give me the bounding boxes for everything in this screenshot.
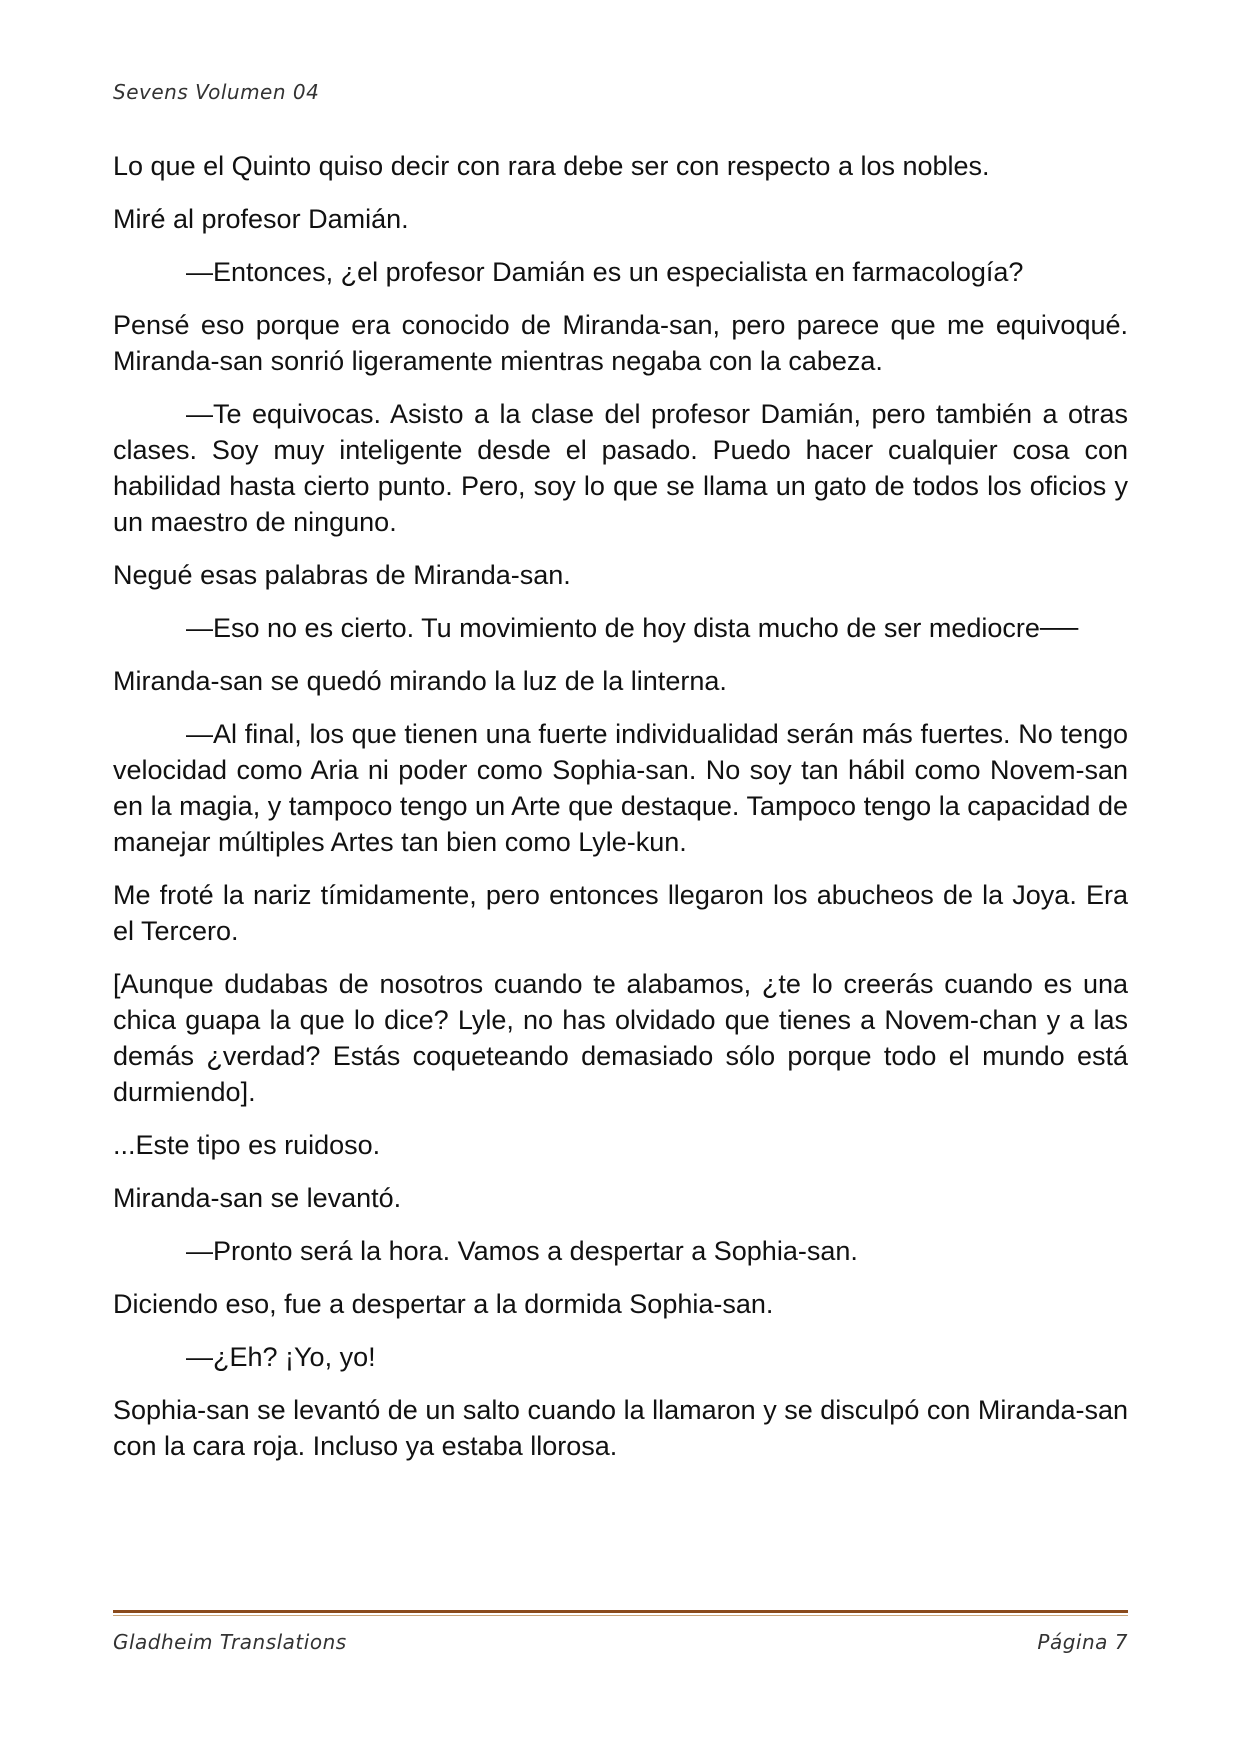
paragraph: Diciendo eso, fue a despertar a la dormida Sophia-san. bbox=[113, 1289, 774, 1319]
paragraph: Lo que el Quinto quiso decir con rara debe ser con respecto a los nobles. bbox=[113, 151, 990, 181]
paragraph: Negué esas palabras de Miranda-san. bbox=[113, 560, 571, 590]
running-header: Sevens Volumen 04 bbox=[113, 80, 320, 104]
page-number: Página 7 bbox=[1037, 1630, 1128, 1654]
paragraph: [Aunque dudabas de nosotros cuando te alabamos, ¿te lo creerás cuando es una chica guapa la que lo dice? Lyle, no has olvidado que tienes a Novem-chan y a las demás ¿verdad? Estás coqueteando demasiado sólo porque todo el mundo está durmiendo]. bbox=[113, 969, 1128, 1107]
dialogue-paragraph: —Pronto será la hora. Vamos a despertar a Sophia-san. bbox=[186, 1236, 858, 1266]
dialogue-paragraph: —Te equivocas. Asisto a la clase del profesor Damián, pero también a otras clases. Soy muy inteligente desde el pasado. Puedo hacer cualquier cosa con habilidad hasta cierto punto. Pero, soy lo que se llama un gato de todos los oficios y un maestro de ninguno. bbox=[113, 399, 1128, 537]
dialogue-paragraph: —Entonces, ¿el profesor Damián es un especialista en farmacología? bbox=[186, 257, 1024, 287]
paragraph: Pensé eso porque era conocido de Miranda-san, pero parece que me equivoqué. Miranda-san sonrió ligeramente mientras negaba con la cabeza. bbox=[113, 310, 1128, 376]
dialogue-paragraph: —Al final, los que tienen una fuerte individualidad serán más fuertes. No tengo velocidad como Aria ni poder como Sophia-san. No soy tan hábil como Novem-san en la magia, y tampoco tengo un Arte que destaque. Tampoco tengo la capacidad de manejar múltiples Artes tan bien como Lyle-kun. bbox=[113, 719, 1128, 857]
footer-divider bbox=[113, 1610, 1128, 1616]
body-text bbox=[113, 148, 1128, 1481]
paragraph: Me froté la nariz tímidamente, pero entonces llegaron los abucheos de la Joya. Era el Tercero. bbox=[113, 880, 1128, 946]
footer-publisher: Gladheim Translations bbox=[113, 1630, 347, 1654]
paragraph: Miranda-san se quedó mirando la luz de la linterna. bbox=[113, 666, 727, 696]
dialogue-paragraph: —Eso no es cierto. Tu movimiento de hoy dista mucho de ser mediocre── bbox=[186, 613, 1079, 643]
dialogue-paragraph: —¿Eh? ¡Yo, yo! bbox=[186, 1342, 376, 1372]
paragraph: Miré al profesor Damián. bbox=[113, 204, 409, 234]
paragraph: Sophia-san se levantó de un salto cuando la llamaron y se disculpó con Miranda-san con la cara roja. Incluso ya estaba llorosa. bbox=[113, 1395, 1128, 1461]
paragraph: Miranda-san se levantó. bbox=[113, 1183, 402, 1213]
paragraph: ...Este tipo es ruidoso. bbox=[113, 1130, 381, 1160]
